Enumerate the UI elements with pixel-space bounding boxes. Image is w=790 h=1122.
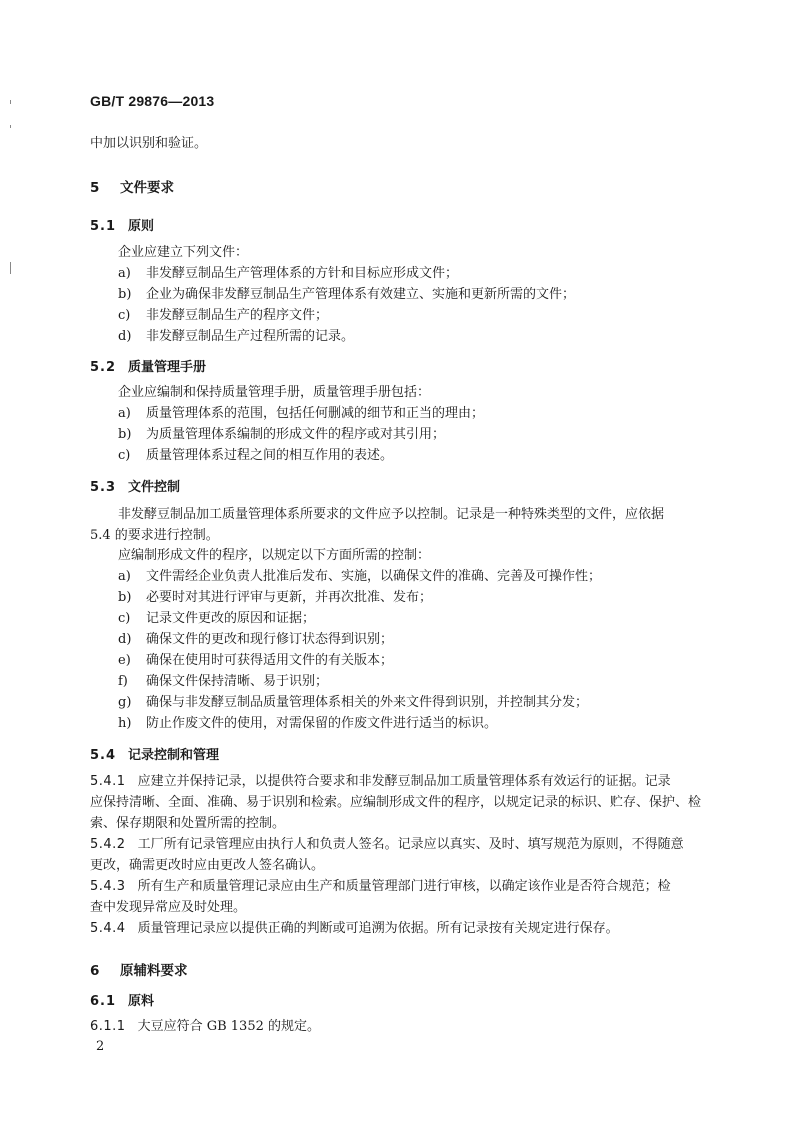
subsection-title: 文件控制: [128, 480, 181, 495]
list-item: g) 确保与非发酵豆制品质量管理体系相关的外来文件得到识别，并控制其分发；: [118, 695, 589, 710]
section-number: 5: [90, 180, 100, 196]
scan-mark: [10, 100, 11, 104]
subsection-number: 5.4: [90, 748, 117, 763]
subsection-number: 5.1: [90, 219, 117, 234]
clause-5-4-1: 5.4.1 应建立并保持记录，以提供符合要求和非发酵豆制品加工质量管理体系有效运行的证据。记录: [90, 774, 671, 789]
standard-number: GB/T 29876—2013: [90, 93, 215, 109]
clause-5-4-3: 5.4.3 所有生产和质量管理记录应由生产和质量管理部门进行审核，以确定该作业是否符合规范；检: [90, 879, 671, 894]
subsection-title: 记录控制和管理: [128, 748, 220, 763]
paragraph: 5.4 的要求进行控制。: [90, 528, 219, 543]
page-number: 2: [96, 1039, 105, 1054]
subsection-5-4-heading: [90, 744, 219, 763]
paragraph: 应编制形成文件的程序，以规定以下方面所需的控制：: [118, 548, 431, 563]
list-item: d) 非发酵豆制品生产过程所需的记录。: [118, 329, 355, 344]
continuation-text: 中加以识别和验证。: [90, 136, 208, 151]
list-item: b) 必要时对其进行评审与更新，并再次批准、发布；: [118, 590, 433, 605]
list-item: c) 质量管理体系过程之间的相互作用的表述。: [118, 448, 394, 463]
subsection-6-1-heading: [90, 990, 154, 1009]
list-item: b) 企业为确保非发酵豆制品生产管理体系有效建立、实施和更新所需的文件；: [118, 287, 576, 302]
subsection-title: 原料: [128, 994, 155, 1009]
list-item: b) 为质量管理体系编制的形成文件的程序或对其引用；: [118, 427, 446, 442]
paragraph: 企业应建立下列文件：: [118, 245, 249, 260]
subsection-5-2-heading: [90, 356, 206, 375]
subsection-5-1-heading: [90, 215, 154, 234]
list-item: c) 记录文件更改的原因和证据；: [118, 611, 316, 626]
section-6-heading: [90, 959, 188, 979]
clause-6-1-1: 6.1.1 大豆应符合 GB 1352 的规定。: [90, 1019, 320, 1034]
section-number: 6: [90, 963, 100, 979]
list-item: d) 确保文件的更改和现行修订状态得到识别；: [118, 632, 394, 647]
section-title: 文件要求: [120, 180, 174, 196]
paragraph: 查中发现异常应及时处理。: [90, 900, 247, 915]
subsection-title: 原则: [128, 219, 155, 234]
scan-mark: [10, 262, 11, 274]
list-item: c) 非发酵豆制品生产的程序文件；: [118, 308, 329, 323]
paragraph: 更改，确需更改时应由更改人签名确认。: [90, 858, 325, 873]
clause-5-4-2: 5.4.2 工厂所有记录管理应由执行人和负责人签名。记录应以真实、及时、填写规范为原则，不得随意: [90, 837, 684, 852]
scan-mark: [10, 125, 11, 128]
list-item: f) 确保文件保持清晰、易于识别；: [118, 674, 329, 689]
subsection-number: 5.2: [90, 360, 117, 375]
list-item: a) 非发酵豆制品生产管理体系的方针和目标应形成文件；: [118, 266, 459, 281]
subsection-title: 质量管理手册: [128, 360, 207, 375]
section-5-heading: [90, 176, 174, 196]
paragraph: 企业应编制和保持质量管理手册，质量管理手册包括：: [118, 385, 431, 400]
list-item: h) 防止作废文件的使用，对需保留的作废文件进行适当的标识。: [118, 716, 498, 731]
list-item: e) 确保在使用时可获得适用文件的有关版本；: [118, 653, 394, 668]
subsection-number: 6.1: [90, 994, 117, 1009]
subsection-number: 5.3: [90, 480, 117, 495]
paragraph: 索、保存期限和处置所需的控制。: [90, 816, 286, 831]
subsection-5-3-heading: [90, 476, 180, 495]
clause-5-4-4: 5.4.4 质量管理记录应以提供正确的判断或可追溯为依据。所有记录按有关规定进行保存。: [90, 921, 619, 936]
section-title: 原辅料要求: [120, 963, 188, 979]
paragraph: 非发酵豆制品加工质量管理体系所要求的文件应予以控制。记录是一种特殊类型的文件，应依据: [118, 507, 665, 522]
list-item: a) 文件需经企业负责人批准后发布、实施，以确保文件的准确、完善及可操作性；: [118, 569, 602, 584]
paragraph: 应保持清晰、全面、准确、易于识别和检索。应编制形成文件的程序，以规定记录的标识、贮存、保护、检: [90, 795, 702, 810]
list-item: a) 质量管理体系的范围，包括任何删减的细节和正当的理由；: [118, 406, 485, 421]
